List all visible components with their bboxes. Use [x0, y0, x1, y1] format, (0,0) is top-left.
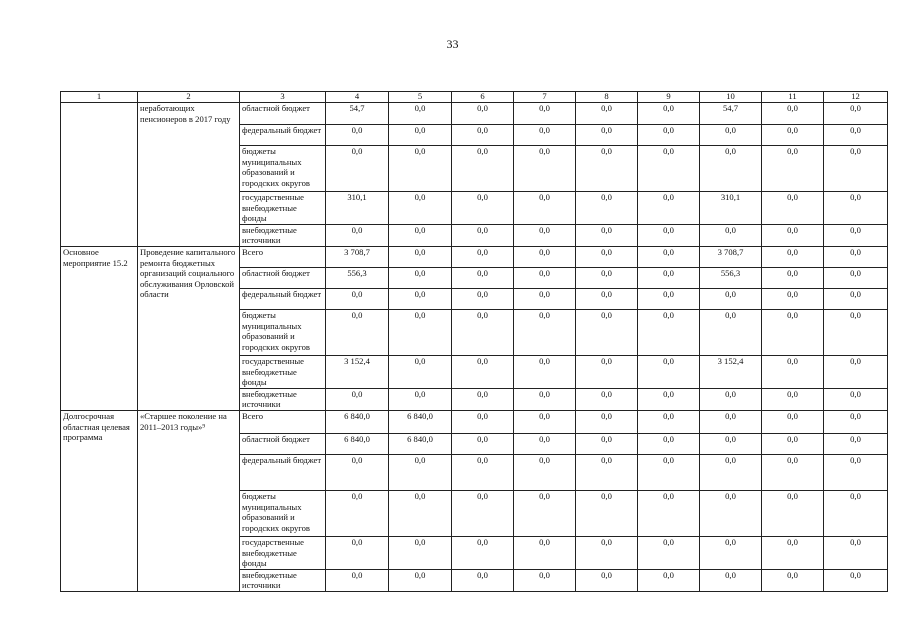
- value-cell: 0,0: [638, 536, 700, 569]
- value-cell: 0,0: [824, 224, 888, 246]
- value-cell: 6 840,0: [326, 410, 389, 433]
- funding-source-cell: внебюджетные источники: [240, 224, 326, 246]
- funding-source-cell: бюджеты муниципальных образований и городских округов: [240, 146, 326, 192]
- value-cell: 0,0: [452, 433, 514, 454]
- value-cell: 0,0: [638, 309, 700, 355]
- value-cell: 0,0: [576, 490, 638, 536]
- column-number: 7: [514, 92, 576, 103]
- value-cell: 0,0: [824, 536, 888, 569]
- value-cell: 0,0: [326, 536, 389, 569]
- value-cell: 0,0: [452, 192, 514, 225]
- funding-source-cell: бюджеты муниципальных образований и городских округов: [240, 490, 326, 536]
- value-cell: 0,0: [576, 224, 638, 246]
- value-cell: 0,0: [700, 536, 762, 569]
- value-cell: 0,0: [762, 569, 824, 591]
- table-row: [61, 410, 888, 433]
- column-number: 2: [138, 92, 240, 103]
- value-cell: 0,0: [326, 224, 389, 246]
- value-cell: 0,0: [452, 454, 514, 490]
- value-cell: 0,0: [762, 536, 824, 569]
- value-cell: 0,0: [514, 103, 576, 125]
- value-cell: 0,0: [762, 125, 824, 146]
- activity-name-cell: неработающих пенсионеров в 2017 году: [138, 103, 240, 247]
- value-cell: 3 708,7: [326, 246, 389, 267]
- value-cell: 0,0: [638, 454, 700, 490]
- value-cell: 0,0: [638, 267, 700, 288]
- value-cell: 0,0: [389, 569, 452, 591]
- value-cell: 6 840,0: [389, 433, 452, 454]
- value-cell: 0,0: [638, 146, 700, 192]
- value-cell: 0,0: [762, 454, 824, 490]
- value-cell: 0,0: [326, 490, 389, 536]
- value-cell: 0,0: [389, 146, 452, 192]
- value-cell: 0,0: [389, 309, 452, 355]
- value-cell: 0,0: [326, 454, 389, 490]
- value-cell: 0,0: [638, 433, 700, 454]
- value-cell: 0,0: [762, 388, 824, 410]
- value-cell: 0,0: [452, 246, 514, 267]
- value-cell: 0,0: [576, 125, 638, 146]
- value-cell: 0,0: [638, 125, 700, 146]
- value-cell: 0,0: [514, 569, 576, 591]
- value-cell: 0,0: [824, 490, 888, 536]
- value-cell: 0,0: [700, 410, 762, 433]
- funding-source-cell: федеральный бюджет: [240, 288, 326, 309]
- value-cell: 0,0: [638, 355, 700, 388]
- value-cell: 0,0: [389, 125, 452, 146]
- value-cell: 0,0: [762, 309, 824, 355]
- value-cell: 0,0: [576, 146, 638, 192]
- value-cell: 0,0: [514, 192, 576, 225]
- value-cell: 0,0: [762, 433, 824, 454]
- value-cell: 0,0: [638, 490, 700, 536]
- value-cell: 0,0: [762, 490, 824, 536]
- column-number: 3: [240, 92, 326, 103]
- value-cell: 0,0: [389, 246, 452, 267]
- value-cell: 0,0: [576, 103, 638, 125]
- value-cell: 0,0: [762, 224, 824, 246]
- value-cell: 0,0: [576, 355, 638, 388]
- value-cell: 0,0: [452, 355, 514, 388]
- value-cell: 0,0: [514, 288, 576, 309]
- value-cell: 0,0: [576, 410, 638, 433]
- value-cell: 0,0: [762, 355, 824, 388]
- value-cell: 0,0: [762, 246, 824, 267]
- value-cell: 0,0: [700, 454, 762, 490]
- column-number-row: [61, 92, 888, 103]
- activity-type-cell: Долгосрочная областная целевая программа: [61, 410, 138, 591]
- column-number: 4: [326, 92, 389, 103]
- value-cell: 310,1: [326, 192, 389, 225]
- value-cell: 0,0: [514, 355, 576, 388]
- value-cell: 0,0: [389, 454, 452, 490]
- value-cell: 0,0: [824, 246, 888, 267]
- value-cell: 3 152,4: [700, 355, 762, 388]
- value-cell: 0,0: [824, 309, 888, 355]
- value-cell: 0,0: [326, 288, 389, 309]
- value-cell: 0,0: [452, 288, 514, 309]
- value-cell: 0,0: [638, 224, 700, 246]
- funding-source-cell: государственные внебюджетные фонды: [240, 192, 326, 225]
- value-cell: 0,0: [576, 309, 638, 355]
- funding-source-cell: внебюджетные источники: [240, 388, 326, 410]
- value-cell: 0,0: [514, 224, 576, 246]
- value-cell: 0,0: [700, 125, 762, 146]
- value-cell: 556,3: [700, 267, 762, 288]
- value-cell: 0,0: [824, 192, 888, 225]
- value-cell: 0,0: [576, 246, 638, 267]
- value-cell: 0,0: [452, 490, 514, 536]
- value-cell: 54,7: [326, 103, 389, 125]
- table-row: [61, 103, 888, 125]
- value-cell: 0,0: [576, 433, 638, 454]
- value-cell: 0,0: [514, 146, 576, 192]
- table-header: [61, 92, 888, 103]
- value-cell: 0,0: [514, 490, 576, 536]
- value-cell: 0,0: [638, 192, 700, 225]
- value-cell: 0,0: [824, 146, 888, 192]
- value-cell: 0,0: [326, 569, 389, 591]
- value-cell: 0,0: [700, 288, 762, 309]
- value-cell: 3 152,4: [326, 355, 389, 388]
- value-cell: 0,0: [452, 536, 514, 569]
- value-cell: 0,0: [389, 388, 452, 410]
- column-number: 1: [61, 92, 138, 103]
- activity-name-cell: «Старшее поколение на 2011–2013 годы»⁹: [138, 410, 240, 591]
- value-cell: 0,0: [762, 103, 824, 125]
- value-cell: 0,0: [638, 388, 700, 410]
- value-cell: 0,0: [824, 103, 888, 125]
- value-cell: 0,0: [514, 454, 576, 490]
- value-cell: 0,0: [762, 410, 824, 433]
- funding-source-cell: Всего: [240, 246, 326, 267]
- value-cell: 0,0: [824, 569, 888, 591]
- value-cell: 0,0: [514, 125, 576, 146]
- page-number: 33: [446, 37, 459, 51]
- value-cell: 0,0: [576, 388, 638, 410]
- column-number: 5: [389, 92, 452, 103]
- value-cell: 6 840,0: [389, 410, 452, 433]
- value-cell: 0,0: [638, 103, 700, 125]
- activity-type-cell: [61, 103, 138, 247]
- funding-source-cell: областной бюджет: [240, 433, 326, 454]
- value-cell: 0,0: [326, 146, 389, 192]
- funding-source-cell: федеральный бюджет: [240, 454, 326, 490]
- value-cell: 0,0: [389, 288, 452, 309]
- value-cell: 0,0: [326, 388, 389, 410]
- value-cell: 0,0: [824, 433, 888, 454]
- value-cell: 0,0: [576, 536, 638, 569]
- value-cell: 3 708,7: [700, 246, 762, 267]
- value-cell: 0,0: [389, 192, 452, 225]
- value-cell: 0,0: [326, 125, 389, 146]
- funding-source-cell: федеральный бюджет: [240, 125, 326, 146]
- column-number: 9: [638, 92, 700, 103]
- value-cell: 0,0: [389, 490, 452, 536]
- value-cell: 0,0: [452, 309, 514, 355]
- value-cell: 0,0: [762, 267, 824, 288]
- value-cell: 0,0: [638, 569, 700, 591]
- value-cell: 0,0: [326, 309, 389, 355]
- value-cell: 0,0: [700, 146, 762, 192]
- value-cell: 0,0: [638, 288, 700, 309]
- column-number: 6: [452, 92, 514, 103]
- value-cell: 0,0: [452, 267, 514, 288]
- value-cell: 0,0: [762, 192, 824, 225]
- activity-type-cell: Основное мероприятие 15.2: [61, 246, 138, 410]
- value-cell: 0,0: [576, 288, 638, 309]
- value-cell: 0,0: [638, 410, 700, 433]
- table-row: [61, 246, 888, 267]
- funding-source-cell: государственные внебюджетные фонды: [240, 355, 326, 388]
- funding-source-cell: государственные внебюджетные фонды: [240, 536, 326, 569]
- value-cell: 0,0: [700, 388, 762, 410]
- value-cell: 0,0: [452, 103, 514, 125]
- value-cell: 0,0: [514, 246, 576, 267]
- value-cell: 0,0: [576, 267, 638, 288]
- funding-source-cell: бюджеты муниципальных образований и городских округов: [240, 309, 326, 355]
- value-cell: 556,3: [326, 267, 389, 288]
- funding-source-cell: областной бюджет: [240, 267, 326, 288]
- value-cell: 0,0: [514, 410, 576, 433]
- value-cell: 0,0: [514, 309, 576, 355]
- column-number: 12: [824, 92, 888, 103]
- value-cell: 0,0: [576, 569, 638, 591]
- value-cell: 0,0: [514, 433, 576, 454]
- value-cell: 54,7: [700, 103, 762, 125]
- funding-source-cell: областной бюджет: [240, 103, 326, 125]
- value-cell: 0,0: [762, 146, 824, 192]
- column-number: 8: [576, 92, 638, 103]
- value-cell: 0,0: [824, 454, 888, 490]
- value-cell: 0,0: [452, 569, 514, 591]
- value-cell: 0,0: [576, 454, 638, 490]
- table-body: [61, 103, 888, 592]
- value-cell: 0,0: [638, 246, 700, 267]
- value-cell: 310,1: [700, 192, 762, 225]
- value-cell: 0,0: [824, 355, 888, 388]
- funding-source-cell: Всего: [240, 410, 326, 433]
- value-cell: 0,0: [452, 388, 514, 410]
- value-cell: 0,0: [824, 267, 888, 288]
- value-cell: 0,0: [700, 224, 762, 246]
- value-cell: 0,0: [824, 388, 888, 410]
- value-cell: 0,0: [824, 288, 888, 309]
- value-cell: 0,0: [824, 410, 888, 433]
- value-cell: 0,0: [389, 103, 452, 125]
- value-cell: 0,0: [452, 146, 514, 192]
- value-cell: 0,0: [389, 267, 452, 288]
- value-cell: 0,0: [824, 125, 888, 146]
- value-cell: 0,0: [700, 490, 762, 536]
- value-cell: 0,0: [514, 536, 576, 569]
- column-number: 11: [762, 92, 824, 103]
- value-cell: 0,0: [452, 410, 514, 433]
- budget-table: [60, 91, 888, 592]
- value-cell: 0,0: [389, 224, 452, 246]
- value-cell: 0,0: [514, 267, 576, 288]
- value-cell: 6 840,0: [326, 433, 389, 454]
- value-cell: 0,0: [700, 433, 762, 454]
- value-cell: 0,0: [576, 192, 638, 225]
- value-cell: 0,0: [514, 388, 576, 410]
- value-cell: 0,0: [452, 125, 514, 146]
- activity-name-cell: Проведение капитального ремонта бюджетных организаций социального обслуживания Орловской области: [138, 246, 240, 410]
- column-number: 10: [700, 92, 762, 103]
- funding-source-cell: внебюджетные источники: [240, 569, 326, 591]
- value-cell: 0,0: [452, 224, 514, 246]
- value-cell: 0,0: [700, 309, 762, 355]
- value-cell: 0,0: [389, 536, 452, 569]
- value-cell: 0,0: [762, 288, 824, 309]
- value-cell: 0,0: [389, 355, 452, 388]
- value-cell: 0,0: [700, 569, 762, 591]
